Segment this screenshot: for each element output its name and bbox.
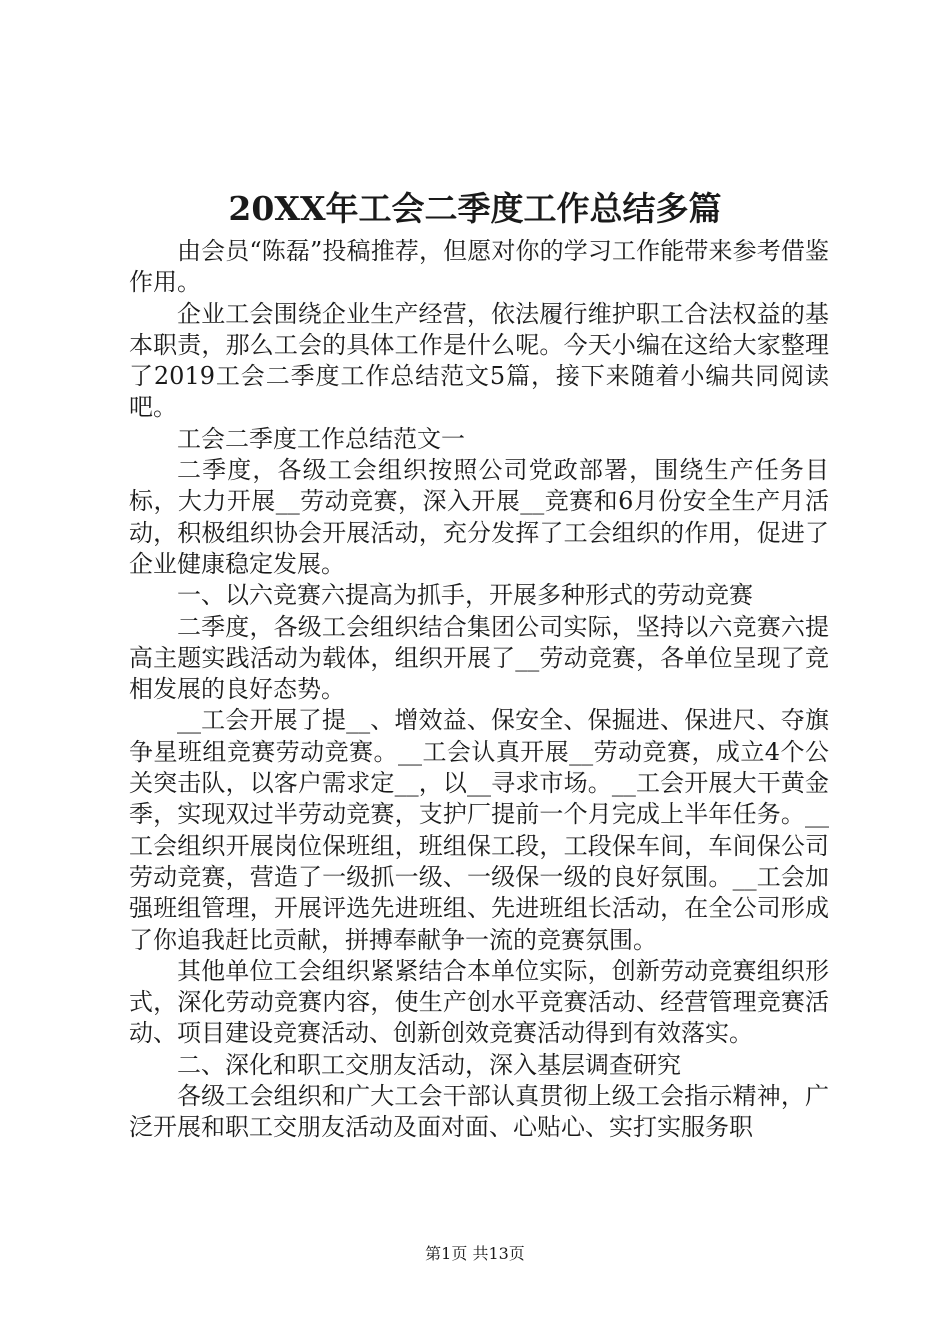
document-title: 20XX年工会二季度工作总结多篇 (228, 189, 722, 228)
paragraph: 由会员“陈磊”投稿推荐，但愿对你的学习工作能带来参考借鉴作用。 (129, 237, 829, 297)
document-body (129, 236, 829, 1144)
section-heading: 二、深化和职工交朋友活动，深入基层调查研究 (177, 1050, 681, 1079)
section-heading: 一、以六竞赛六提高为抓手，开展多种形式的劳动竞赛 (177, 581, 753, 610)
paragraph: 其他单位工会组织紧紧结合本单位实际，创新劳动竞赛组织形式，深化劳动竞赛内容，使生产创水平竞赛活动、经营管理竞赛活动、项目建设竞赛活动、创新创效竞赛活动得到有效落实。 (129, 956, 829, 1048)
paragraph: 二季度，各级工会组织结合集团公司实际，坚持以六竞赛六提高主题实践活动为载体，组织开展了__劳动竞赛，各单位呈现了竞相发展的良好态势。 (129, 612, 829, 704)
paragraph: 各级工会组织和广大工会干部认真贯彻上级工会指示精神，广泛开展和职工交朋友活动及面对面、心贴心、实打实服务职 (129, 1082, 829, 1142)
page-footer: 第1页 共13页 (425, 1244, 525, 1263)
paragraph: 企业工会围绕企业生产经营，依法履行维护职工合法权益的基本职责，那么工会的具体工作是什么呢。今天小编在这给大家整理了2019工会二季度工作总结范文5篇，接下来随着小编共同阅读吧。 (129, 299, 829, 422)
paragraph: __工会开展了提__、增效益、保安全、保掘进、保进尺、夺旗争星班组竞赛劳动竞赛。__工会认真开展__劳动竞赛，成立4个公关突击队，以客户需求定__，以__寻求市场。__工会开展大干黄金季，实现双过半劳动竞赛，支护厂提前一个月完成上半年任务。__工会组织开展岗位保班组，班组保工段，工段保车间，车间保公司劳动竞赛，营造了一级抓一级、一级保一级的良好氛围。__工会加强班组管理，开展评选先进班组、先进班组长活动，在全公司形成了你追我赶比贡献，拼搏奉献争一流的竞赛氛围。 (129, 706, 829, 954)
section-heading: 工会二季度工作总结范文一 (177, 424, 465, 453)
paragraph: 二季度，各级工会组织按照公司党政部署，围绕生产任务目标，大力开展__劳动竞赛，深入开展__竞赛和6月份安全生产月活动，积极组织协会开展活动，充分发挥了工会组织的作用，促进了企业健康稳定发展。 (129, 456, 829, 578)
